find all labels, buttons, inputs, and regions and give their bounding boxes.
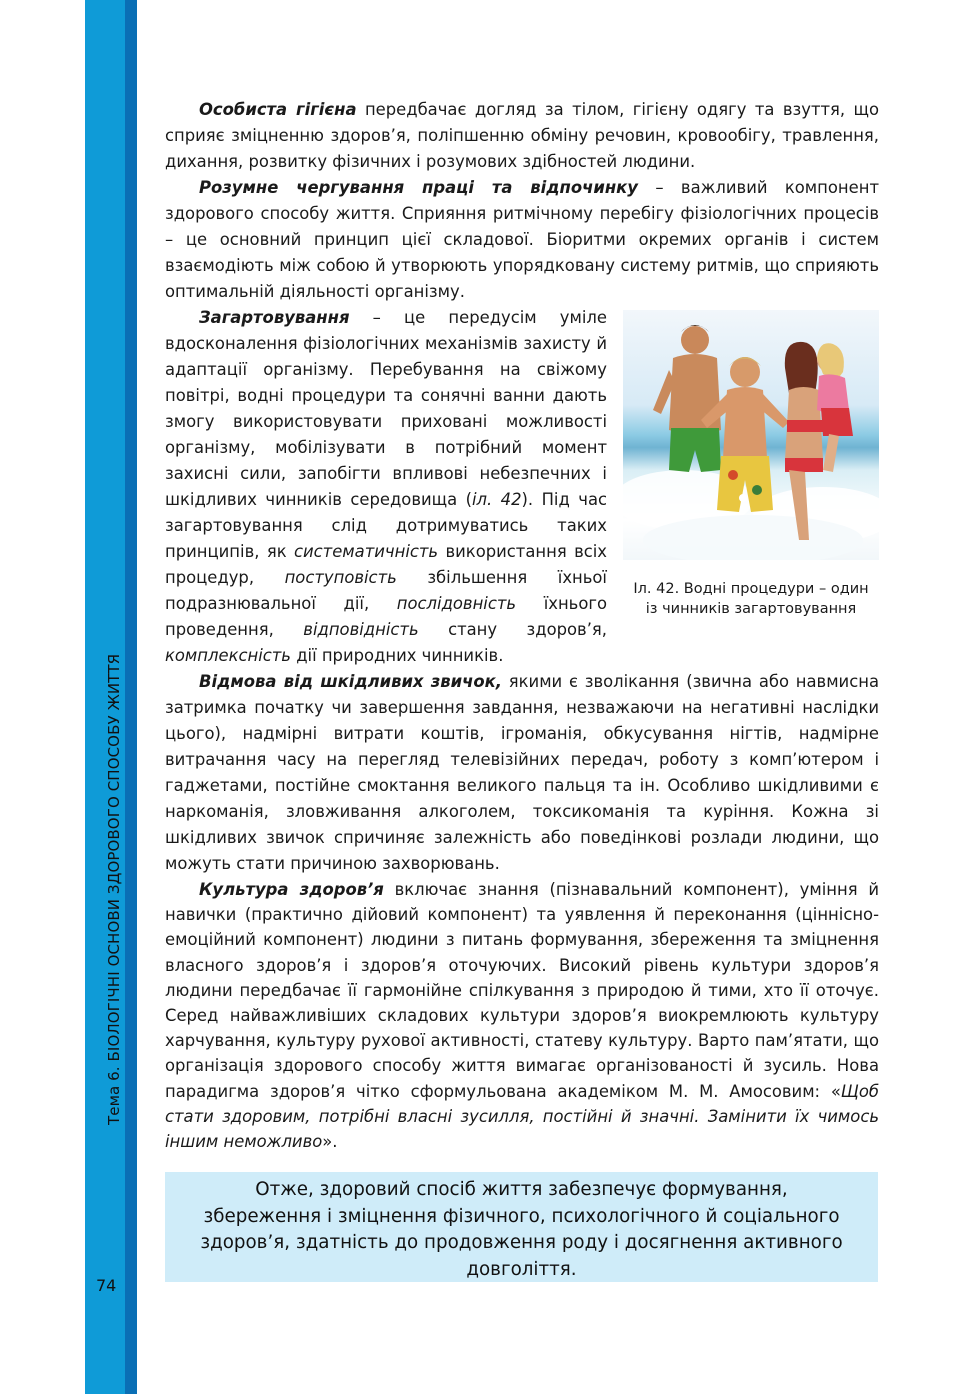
figure-42	[623, 310, 879, 619]
paragraph-personal-hygiene: Особиста гігієна передбачає догляд за тілом, гігієну одягу та взуття, що сприяє зміцненню здоров’я, поліпшенню обміну речовин, кровообігу, травлення, дихання, розвитку фізичних і розумових здібностей людини.	[165, 100, 879, 171]
term: Відмова від шкідливих звичок,	[199, 672, 503, 691]
figure-caption: Іл. 42. Водні процедури – один із чинників загартовування	[633, 581, 869, 617]
beach-family-photo	[623, 310, 879, 560]
page-number: 74	[96, 1276, 117, 1295]
amosov-quote: Щоб стати здоровим, потрібні власні зусилля, постійні й значні. Замінити їх чимось іншим неможливо	[165, 1081, 879, 1152]
term: Розумне чергування праці та відпочинку	[199, 178, 638, 197]
photo-illustration	[623, 310, 879, 560]
term: Культура здоров’я	[199, 880, 384, 899]
paragraph-health-culture: Культура здоров’я включає знання (пізнавальний компонент), уміння й навички (практично дійовий компонент) та уявлення й переконання (ціннісно-емоційний компонент) людини з питань формування, збереження та зміцнення власного здоров’я і здоров’я оточуючих. Високий рівень культури здоров’я людини передбачає її гармонійне спілкування з природою й тими, хто її оточує. Серед найважливіших складових культури здоров’я виокремлюють культуру харчування, культуру рухової активності, статеву культуру. Варто пам’ятати, що організація здорового способу життя вимагає організованості й зусиль. Нова парадигма здоров’я чітко сформульована академіком М. М. Амосовим: «Щоб стати здоровим, потрібні власні зусилля, постійні й значні. Замінити їх чимось іншим неможливо».	[165, 880, 879, 1152]
term: Загартовування	[199, 308, 350, 327]
main-text	[165, 97, 879, 1154]
term: Особиста гігієна	[199, 100, 357, 119]
chapter-title: Тема 6. БІОЛОГІЧНІ ОСНОВИ ЗДОРОВОГО СПОСОБУ ЖИТТЯ	[105, 653, 123, 1125]
paragraph-work-rest: Розумне чергування праці та відпочинку – важливий компонент здорового способу життя. Сприяння ритмічному перебігу фізіологічних процесів – це основний принцип цієї складової. Біоритми окремих органів і систем взаємодіють між собою й утворюють упорядковану систему ритмів, що сприяють оптимальній діяльності організму.	[165, 178, 879, 301]
summary-box	[165, 1172, 878, 1282]
paragraph-bad-habits: Відмова від шкідливих звичок, якими є зволікання (звична або навмисна затримка початку чи завершення завдання, незважаючи на негативні наслідки цього), надмірні витрати коштів, ігроманія, обкусування нігтів, надмірне витрачання часу на перегляд телевізійних передач, роботу з комп’ютером і гаджетами, постійне смоктання великого пальця та ін. Особливо шкідливими є наркоманія, зловживання алкоголем, токсикоманія та куріння. Кожна зі шкідливих звичок спричиняє залежність або поведінкові розлади людини, що можуть стати причиною захворювань.	[165, 672, 879, 873]
figure-reference: іл. 42	[471, 490, 522, 509]
sidebar-stripe-dark	[125, 0, 137, 1394]
paragraph-hardening: Загартовування – це передусім уміле вдосконалення фізіологічних механізмів захисту й адаптації організму. Перебування на свіжому повітрі, водні процедури та сонячні ванни дають змогу використовувати приховані можливості організму, мобілізувати в потрібний момент захисні сили, запобігти впливові небезпечних і шкідливих чинників середовища (іл. 42). Під час загартовування слід дотримуватись таких принципів, як систематичність використання всіх процедур, поступовість збільшення їхньої подразнювальної дії, послідовність їхнього проведення, відповідність стану здоров’я, комплексність дії природних чинників.	[165, 308, 607, 665]
summary-text: Отже, здоровий спосіб життя забезпечує формування, збереження і зміцнення фізичного, психологічного й соціального здоров’я, здатність до продовження роду і досягнення активного довголіття.	[200, 1179, 843, 1280]
